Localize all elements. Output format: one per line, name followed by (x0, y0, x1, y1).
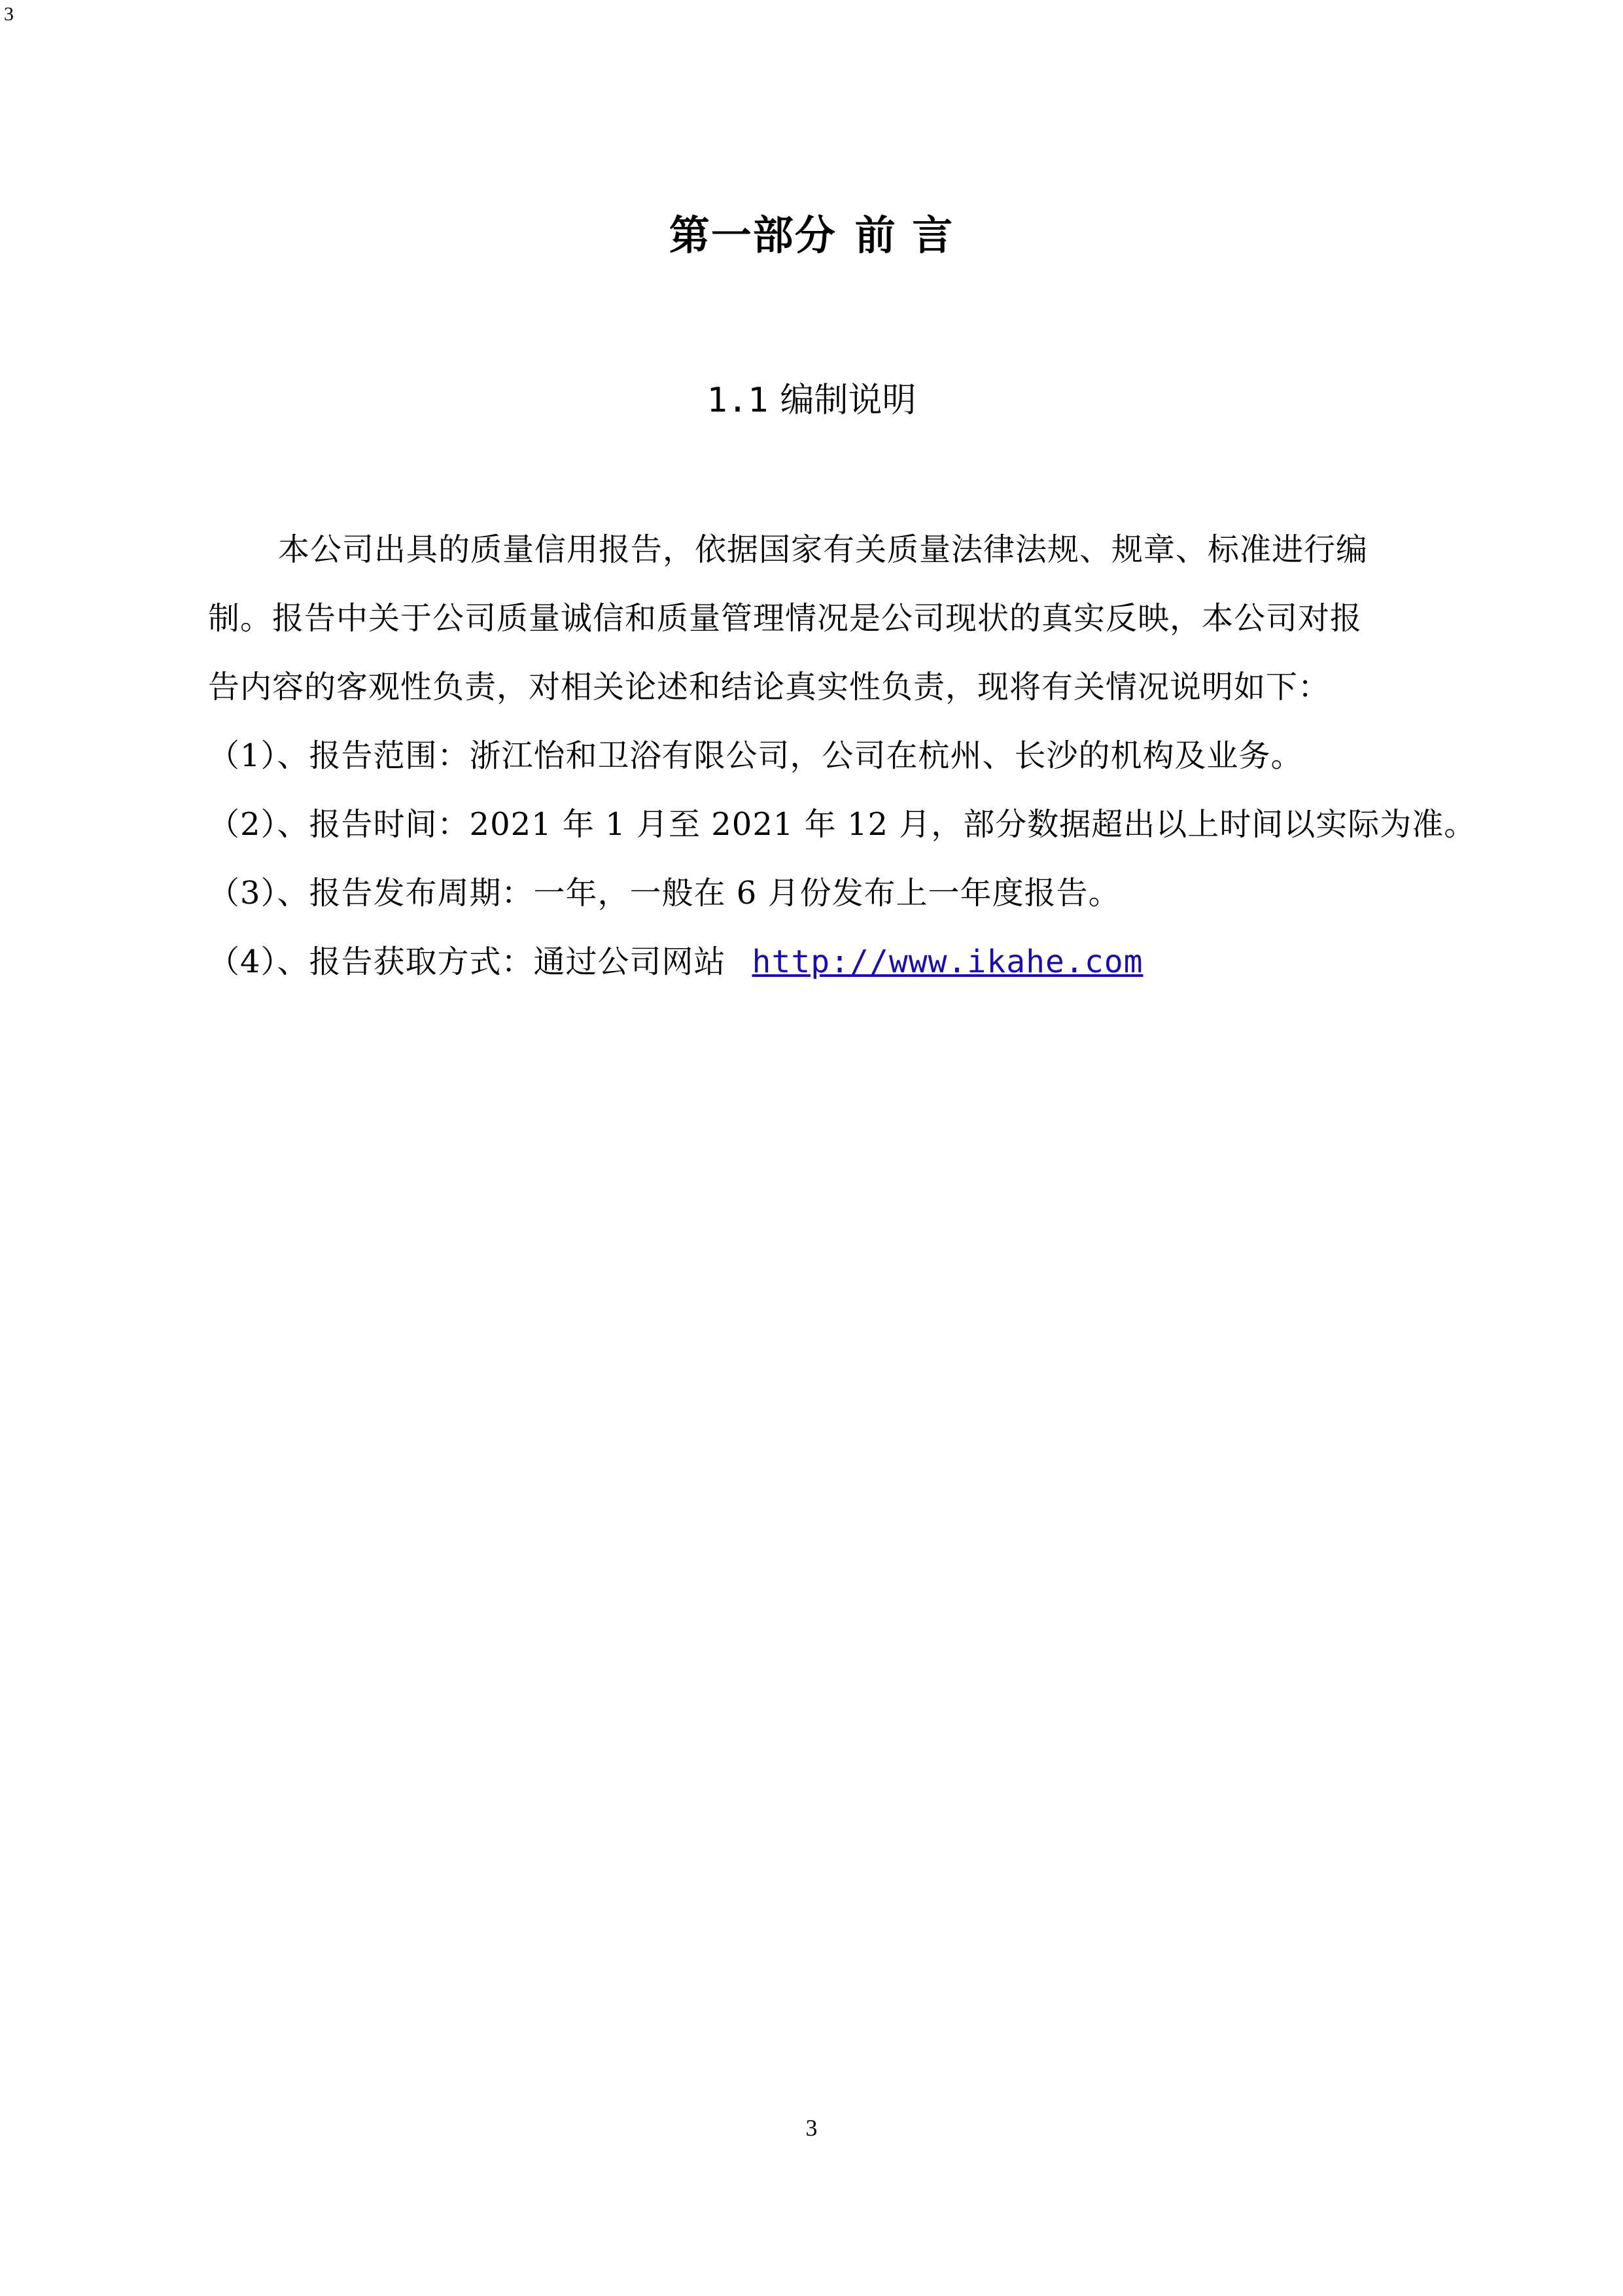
part-title-sub: 前 言 (854, 211, 954, 259)
paragraph-line-2: 制。报告中关于公司质量诚信和质量管理情况是公司现状的真实反映，本公司对报 (208, 600, 1363, 637)
company-website-link[interactable]: http://www.ikahe.com (752, 944, 1143, 980)
paragraph-line-1: 本公司出具的质量信用报告，依据国家有关质量法律法规、规章、标准进行编 (278, 531, 1369, 568)
part-title-main: 第一部分 (669, 211, 837, 259)
list-item-access (208, 939, 1490, 985)
section-heading (0, 374, 1623, 427)
list-item-scope: （1）、报告范围：浙江怡和卫浴有限公司，公司在杭州、长沙的机构及业务。 (208, 737, 1303, 774)
footer-page-number: 3 (805, 2115, 818, 2141)
header-page-number: 3 (4, 3, 14, 25)
list-item-period: （2）、报告时间：2021 年 1 月至 2021 年 12 月，部分数据超出以上时间以实际为准。 (208, 806, 1476, 843)
paragraph-line-3: 告内容的客观性负责，对相关论述和结论真实性负责，现将有关情况说明如下： (208, 669, 1331, 705)
list-item-cycle: （3）、报告发布周期：一年，一般在 6 月份发布上一年度报告。 (208, 875, 1121, 911)
section-title: 编制说明 (780, 381, 916, 420)
part-title (0, 206, 1623, 265)
section-number: 1.1 (707, 381, 769, 420)
list-item-access-text: （4）、报告获取方式：通过公司网站 (208, 944, 726, 980)
